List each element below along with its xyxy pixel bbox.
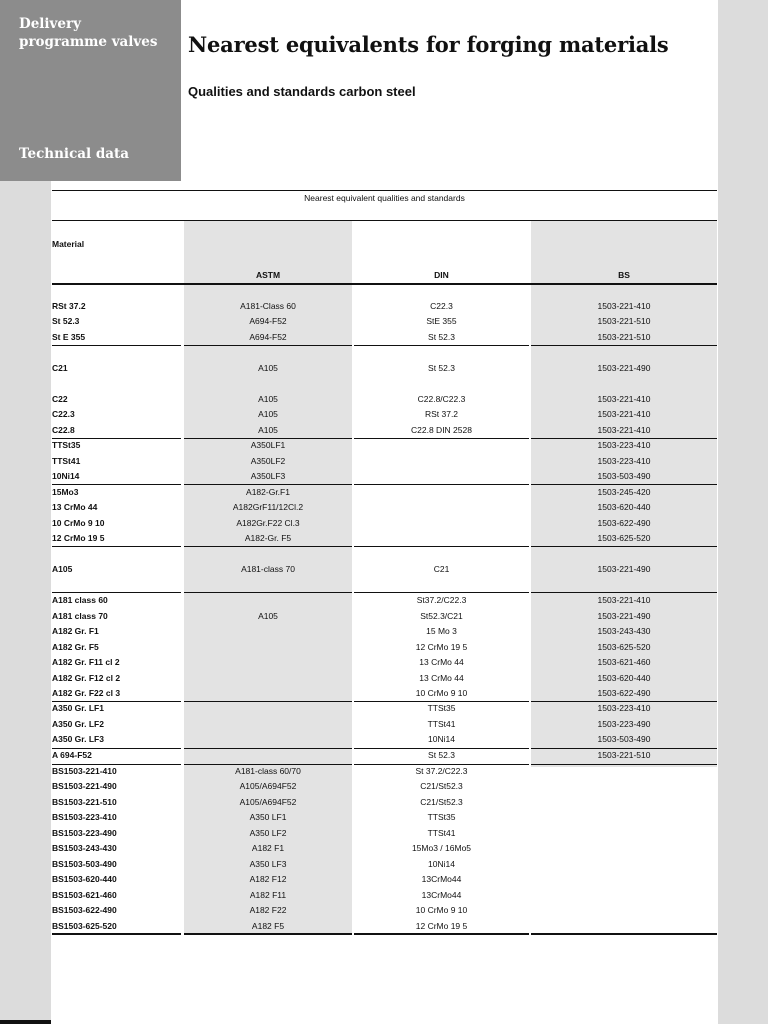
- astm-cell: A182GrF11/12Cl.2: [232, 502, 304, 512]
- group-rule: [184, 345, 352, 346]
- column-header-bs: BS: [618, 270, 630, 280]
- table-caption: Nearest equivalent qualities and standards: [304, 193, 465, 203]
- group-rule: [354, 592, 529, 593]
- page-title: Nearest equivalents for forging materials: [188, 32, 669, 57]
- material-cell: A182 Gr. F22 cl 3: [52, 688, 121, 698]
- astm-cell: A182-Gr. F5: [244, 533, 292, 543]
- group-rule: [531, 764, 717, 765]
- bs-cell: 1503-223-490: [597, 719, 651, 729]
- material-cell: 10 CrMo 9 10: [52, 518, 105, 528]
- bs-cell: 1503-620-440: [597, 502, 651, 512]
- group-rule: [184, 933, 352, 935]
- bs-cell: 1503-625-520: [597, 533, 651, 543]
- material-cell: A105: [52, 564, 73, 574]
- material-cell: RSt 37.2: [52, 301, 86, 311]
- din-cell: 12 CrMo 19 5: [415, 642, 468, 652]
- material-cell: BS1503-620-440: [52, 874, 117, 884]
- din-cell: 10Ni14: [428, 859, 455, 869]
- bs-cell: 1503-223-410: [597, 456, 651, 466]
- din-cell: TTSt35: [427, 703, 456, 713]
- left-margin-strip: [0, 181, 51, 1024]
- din-cell: 13CrMo44: [421, 874, 462, 884]
- material-cell: A350 Gr. LF1: [52, 703, 104, 713]
- group-rule: [52, 438, 181, 439]
- astm-cell: A105/A694F52: [239, 797, 297, 807]
- din-cell: C22.8 DIN 2528: [411, 425, 472, 435]
- astm-cell: A105: [258, 394, 278, 404]
- bs-cell: 1503-503-490: [597, 734, 651, 744]
- bs-cell: 1503-622-490: [597, 518, 651, 528]
- din-cell: StE 355: [426, 316, 457, 326]
- din-cell: C22.8/C22.3: [417, 394, 466, 404]
- bs-cell: 1503-245-420: [597, 487, 651, 497]
- astm-cell: A182Gr.F22 Cl.3: [236, 518, 300, 528]
- din-cell: C22.3: [430, 301, 453, 311]
- material-cell: A181 class 60: [52, 595, 108, 605]
- bs-cell: 1503-620-440: [597, 673, 651, 683]
- material-cell: A 694-F52: [52, 750, 92, 760]
- group-rule: [52, 546, 181, 547]
- material-cell: BS1503-621-460: [52, 890, 117, 900]
- material-cell: BS1503-622-490: [52, 905, 117, 915]
- astm-cell: A350LF3: [250, 471, 286, 481]
- astm-cell: A105: [258, 611, 278, 621]
- page-subtitle: Qualities and standards carbon steel: [188, 84, 416, 99]
- material-cell: A182 Gr. F1: [52, 626, 99, 636]
- din-cell: St 37.2/C22.3: [415, 766, 468, 776]
- material-cell: A182 Gr. F11 cl 2: [52, 657, 120, 667]
- astm-cell: A105/A694F52: [239, 781, 297, 791]
- din-cell: TTSt41: [427, 828, 456, 838]
- din-cell: C21: [433, 564, 450, 574]
- astm-cell: A350LF1: [250, 440, 286, 450]
- astm-cell: A181-Class 60: [240, 301, 296, 311]
- bs-cell: 1503-223-410: [597, 703, 651, 713]
- group-rule: [531, 438, 717, 439]
- bs-cell: 1503-221-410: [597, 394, 651, 404]
- bs-cell: 1503-221-490: [597, 363, 651, 373]
- din-cell: 13 CrMo 44: [419, 673, 464, 683]
- material-cell: BS1503-221-410: [52, 766, 117, 776]
- din-cell: St 52.3: [428, 750, 455, 760]
- group-rule: [354, 764, 529, 765]
- astm-cell: A182 F1: [251, 843, 285, 853]
- group-rule: [531, 748, 717, 749]
- group-rule: [52, 933, 181, 935]
- group-rule: [531, 546, 717, 547]
- bs-cell: 1503-625-520: [597, 642, 651, 652]
- din-cell: RSt 37.2: [424, 409, 459, 419]
- group-rule: [184, 748, 352, 749]
- material-cell: A182 Gr. F12 cl 2: [52, 673, 121, 683]
- material-header: Material: [52, 239, 85, 249]
- group-rule: [52, 592, 181, 593]
- bs-cell: 1503-243-430: [597, 626, 651, 636]
- group-rule: [354, 484, 529, 485]
- astm-cell: A182 F11: [249, 890, 287, 900]
- material-cell: C22.3: [52, 409, 75, 419]
- astm-cell: A182 F12: [249, 874, 287, 884]
- astm-cell: A694-F52: [249, 316, 287, 326]
- group-rule: [52, 701, 181, 702]
- material-cell: 10Ni14: [52, 471, 80, 481]
- group-rule: [354, 345, 529, 346]
- material-cell: St 52.3: [52, 316, 80, 326]
- material-cell: TTSt41: [52, 456, 81, 466]
- group-rule: [354, 438, 529, 439]
- bs-cell: 1503-223-410: [597, 440, 651, 450]
- material-cell: A350 Gr. LF3: [52, 734, 104, 744]
- group-rule: [531, 345, 717, 346]
- caption-rule: [52, 220, 717, 221]
- din-cell: St 52.3: [428, 363, 455, 373]
- group-rule: [354, 933, 529, 935]
- din-cell: 10 CrMo 9 10: [415, 688, 468, 698]
- bs-cell: 1503-221-490: [597, 611, 651, 621]
- group-rule: [52, 484, 181, 485]
- astm-cell: A350LF2: [250, 456, 286, 466]
- material-cell: 12 CrMo 19 5: [52, 533, 105, 543]
- bs-cell: 1503-221-410: [597, 425, 651, 435]
- din-cell: C21/St52.3: [420, 797, 463, 807]
- group-rule: [531, 592, 717, 593]
- bs-cell: 1503-221-510: [597, 750, 651, 760]
- astm-cell: A105: [258, 409, 278, 419]
- astm-cell: A182-Gr.F1: [246, 487, 290, 497]
- column-header-astm: ASTM: [255, 270, 281, 280]
- astm-cell: A694-F52: [249, 332, 287, 342]
- din-cell: 13 CrMo 44: [419, 657, 464, 667]
- bs-cell: 1503-221-410: [597, 595, 651, 605]
- group-rule: [184, 764, 352, 765]
- bs-cell: 1503-221-490: [597, 564, 651, 574]
- material-cell: 15Mo3: [52, 487, 79, 497]
- astm-cell: A181-class 70: [241, 564, 295, 574]
- group-rule: [184, 592, 352, 593]
- bs-cell: 1503-622-490: [597, 688, 651, 698]
- material-cell: A350 Gr. LF2: [52, 719, 104, 729]
- group-rule: [354, 701, 529, 702]
- material-cell: BS1503-223-410: [52, 812, 117, 822]
- material-cell: C22: [52, 394, 68, 404]
- material-cell: BS1503-243-430: [52, 843, 117, 853]
- din-cell: 10 CrMo 9 10: [415, 905, 468, 915]
- din-cell: St 52.3: [428, 332, 455, 342]
- din-cell: St52.3/C21: [420, 611, 463, 621]
- din-cell: 10Ni14: [428, 734, 455, 744]
- bs-cell: 1503-621-460: [597, 657, 651, 667]
- din-cell: St37.2/C22.3: [416, 595, 467, 605]
- group-rule: [52, 748, 181, 749]
- din-cell: C21/St52.3: [420, 781, 463, 791]
- material-cell: TTSt35: [52, 440, 81, 450]
- bs-cell: 1503-503-490: [597, 471, 651, 481]
- group-rule: [354, 748, 529, 749]
- section-tab: [0, 0, 181, 181]
- group-rule: [52, 345, 181, 346]
- astm-cell: A350 LF1: [249, 812, 287, 822]
- bs-cell: 1503-221-410: [597, 301, 651, 311]
- section-title: Delivery programme valves: [19, 16, 158, 50]
- material-cell: St E 355: [52, 332, 86, 342]
- material-cell: BS1503-223-490: [52, 828, 117, 838]
- din-cell: 15Mo3 / 16Mo5: [411, 843, 472, 853]
- column-header-din: DIN: [434, 270, 449, 280]
- astm-cell: A105: [258, 363, 278, 373]
- din-cell: 12 CrMo 19 5: [415, 921, 468, 931]
- material-cell: BS1503-503-490: [52, 859, 117, 869]
- din-cell: TTSt41: [427, 719, 456, 729]
- material-cell: C22.8: [52, 425, 75, 435]
- din-cell: 13CrMo44: [421, 890, 462, 900]
- group-rule: [354, 546, 529, 547]
- group-rule: [184, 438, 352, 439]
- din-cell: 15 Mo 3: [426, 626, 457, 636]
- material-cell: A182 Gr. F5: [52, 642, 99, 652]
- astm-cell: A350 LF3: [249, 859, 287, 869]
- header-rule: [52, 283, 717, 285]
- group-rule: [531, 701, 717, 702]
- astm-cell: A182 F5: [251, 921, 285, 931]
- astm-cell: A105: [258, 425, 278, 435]
- bs-cell: 1503-221-410: [597, 409, 651, 419]
- table-top-rule: [52, 190, 717, 191]
- material-cell: A181 class 70: [52, 611, 108, 621]
- astm-cell: A350 LF2: [249, 828, 287, 838]
- material-cell: 13 CrMo 44: [52, 502, 98, 512]
- page-edge-mark: [0, 1020, 51, 1024]
- section-subtitle: Technical data: [19, 146, 130, 162]
- astm-cell: A182 F22: [249, 905, 287, 915]
- bs-cell: 1503-221-510: [597, 316, 651, 326]
- group-rule: [184, 484, 352, 485]
- material-cell: BS1503-625-520: [52, 921, 117, 931]
- astm-cell: A181-class 60/70: [235, 766, 301, 776]
- group-rule: [52, 764, 181, 765]
- din-cell: TTSt35: [427, 812, 456, 822]
- material-cell: BS1503-221-510: [52, 797, 117, 807]
- group-rule: [531, 484, 717, 485]
- material-cell: C21: [52, 363, 68, 373]
- material-cell: BS1503-221-490: [52, 781, 117, 791]
- bs-cell: 1503-221-510: [597, 332, 651, 342]
- group-rule: [184, 546, 352, 547]
- group-rule: [184, 701, 352, 702]
- group-rule: [531, 933, 717, 935]
